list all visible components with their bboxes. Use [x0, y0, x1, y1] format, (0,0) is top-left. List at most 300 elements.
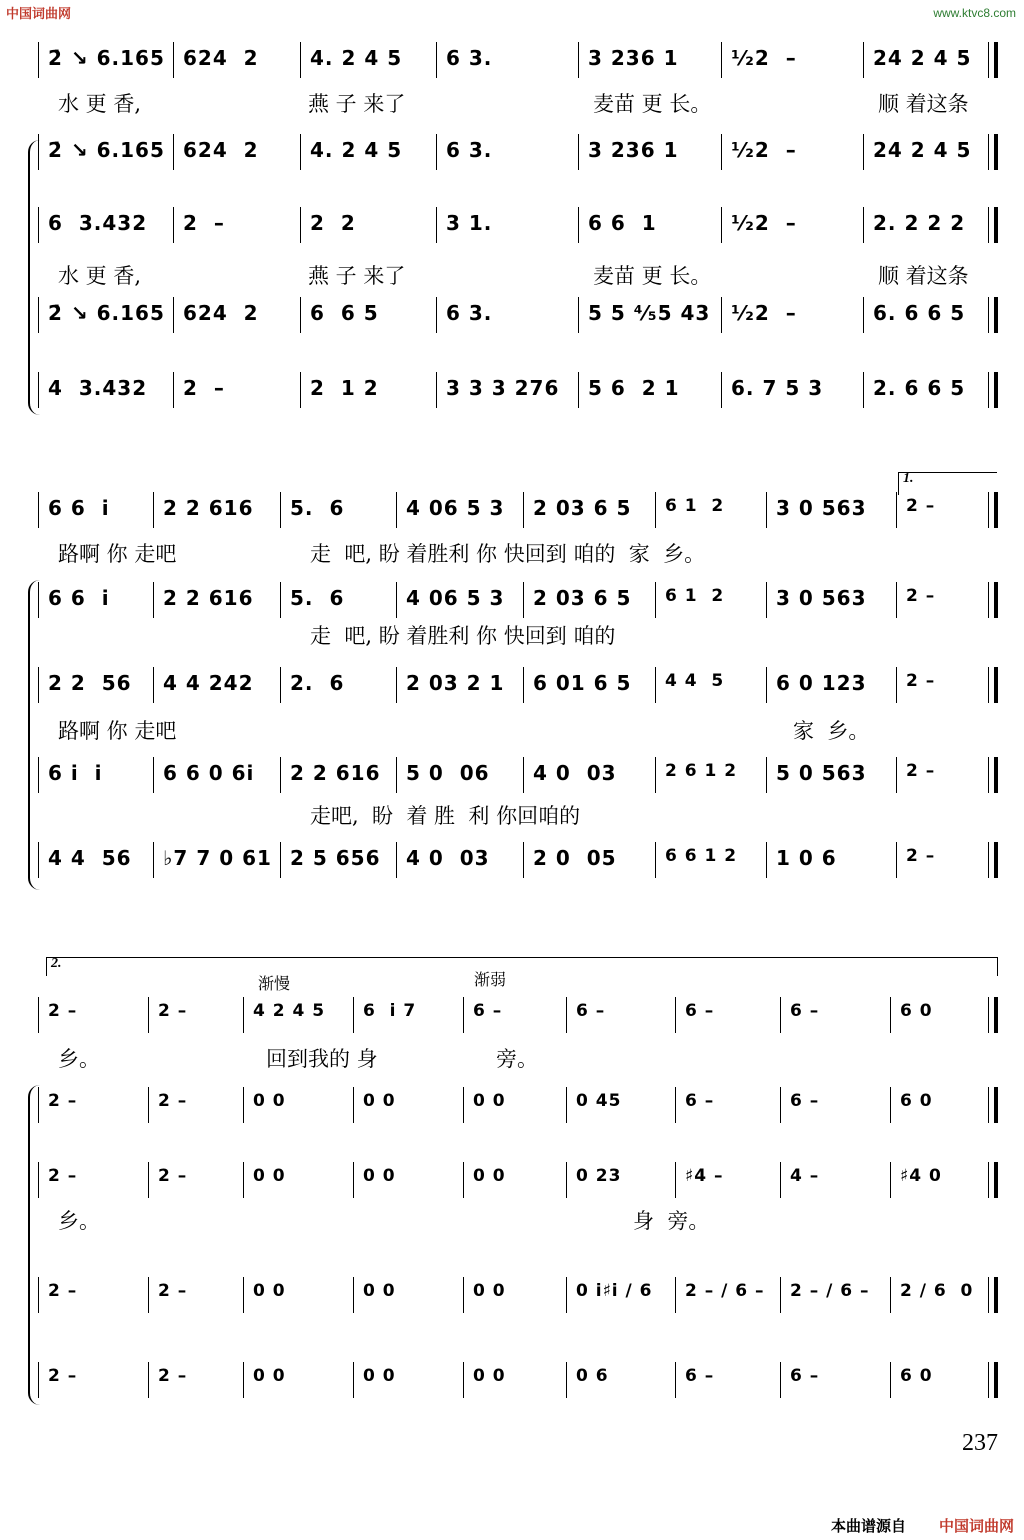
measure-3: 2. 6 — [290, 671, 345, 695]
measure-5: 5 5 ⁴⁄₅5 43 — [588, 301, 711, 325]
measure-2: 2 – — [183, 376, 225, 400]
lyric-line-1 — [48, 88, 998, 116]
barline — [148, 1362, 149, 1398]
measure-3: 5. 6 — [290, 586, 345, 610]
measure-2: 624 2 — [183, 46, 259, 70]
measure-2: 2 2 616 — [163, 586, 254, 610]
measure-3: 6 6 5 — [310, 301, 379, 325]
lyric-segment: 乡。 — [58, 1047, 100, 1071]
measure-2: 624 2 — [183, 138, 259, 162]
barline — [153, 492, 154, 528]
measure-7: ♯4 – — [685, 1166, 724, 1186]
measure-6: 0 i♯i / 6 — [576, 1281, 653, 1301]
barline — [300, 297, 301, 333]
barline — [148, 1087, 149, 1123]
measure-9: 6 0 — [900, 1366, 933, 1386]
barline — [655, 757, 656, 793]
barline — [436, 134, 437, 170]
barline — [243, 997, 244, 1033]
volta-second-ending: 2. — [46, 957, 998, 976]
final-barline — [994, 372, 998, 408]
watermark-top-right: www.ktvc8.com — [933, 6, 1016, 20]
barline — [38, 297, 39, 333]
volta-first-ending: 1. — [898, 472, 997, 495]
measure-3: 0 0 — [253, 1281, 286, 1301]
barline — [578, 207, 579, 243]
measure-1: 2̇ ↘ 6.165 — [48, 301, 165, 325]
barline — [173, 297, 174, 333]
barline — [523, 757, 524, 793]
barline — [436, 207, 437, 243]
barline — [890, 1277, 891, 1313]
measure-1: 2 2 56 — [48, 671, 132, 695]
barline — [173, 207, 174, 243]
measure-4: 4 06 5 3 — [406, 496, 505, 520]
barline — [396, 757, 397, 793]
barline — [780, 1162, 781, 1198]
measure-3: 2 2 616 — [290, 761, 381, 785]
barline — [523, 667, 524, 703]
barline — [38, 42, 39, 78]
barline — [38, 1087, 39, 1123]
measure-8: 2 – — [906, 496, 936, 516]
measure-7: 24 2 4 5 — [873, 46, 972, 70]
measure-2: 2 – — [158, 1366, 188, 1386]
measure-7: 3 0 563 — [776, 496, 867, 520]
barline — [243, 1362, 244, 1398]
barline — [173, 42, 174, 78]
lyric-segment: 身 旁。 — [633, 1209, 710, 1233]
lyric-segment: 燕 子 来了 — [308, 264, 406, 288]
measure-7: 6 – — [685, 1366, 715, 1386]
measure-6: 6 1 2 — [665, 586, 725, 606]
barline — [38, 372, 39, 408]
barline — [353, 1277, 354, 1313]
staff-5 — [38, 840, 998, 880]
barline — [353, 1362, 354, 1398]
measure-9: 6 0 — [900, 1001, 933, 1021]
lyric-line-3 — [48, 1205, 998, 1233]
barline — [675, 1362, 676, 1398]
barline — [300, 372, 301, 408]
barline — [766, 492, 767, 528]
measure-4: 6 3. — [446, 138, 493, 162]
measure-3: 0 0 — [253, 1166, 286, 1186]
measure-7: 24 2 4 5 — [873, 138, 972, 162]
final-barline — [994, 42, 998, 78]
measure-6: 6. 7 5 3 — [731, 376, 824, 400]
barline — [436, 42, 437, 78]
barline — [890, 1087, 891, 1123]
measure-4: 5 0 06 — [406, 761, 490, 785]
barline — [655, 842, 656, 878]
measure-6: 6 – — [576, 1001, 606, 1021]
measure-1: 6 3.432 — [48, 211, 148, 235]
final-barline-thin — [988, 207, 989, 243]
barline — [655, 667, 656, 703]
lyric-line-1 — [48, 1043, 998, 1071]
barline — [148, 1277, 149, 1313]
measure-6: ¹⁄₂2 – — [731, 138, 797, 162]
system-1 — [38, 40, 998, 420]
measure-6: ¹⁄₂2 – — [731, 301, 797, 325]
measure-8: 2 – — [906, 586, 936, 606]
barline — [896, 667, 897, 703]
final-barline — [994, 134, 998, 170]
final-barline — [994, 1162, 998, 1198]
final-barline — [994, 297, 998, 333]
measure-1: 2 – — [48, 1366, 78, 1386]
measure-7: 6 0 123 — [776, 671, 867, 695]
barline — [300, 207, 301, 243]
measure-7: 6. 6 6 5 — [873, 301, 966, 325]
watermark-top-left: 中国词曲网 — [6, 6, 72, 21]
barline — [863, 134, 864, 170]
lyric-segment: 麦苗 更 长。 — [593, 92, 712, 116]
measure-3: 4. 2 4 5 — [310, 138, 403, 162]
barline — [463, 1277, 464, 1313]
barline — [353, 1162, 354, 1198]
barline — [721, 134, 722, 170]
system-3 — [38, 955, 998, 1415]
lyric-segment: 走吧, 盼 着 胜 利 你回咱的 — [310, 804, 581, 828]
measure-7: 2. 2 2 2 — [873, 211, 966, 235]
lyric-line-4 — [48, 800, 998, 828]
watermark-bottom-site: 中国词曲网 — [938, 1518, 1014, 1535]
measure-4: 6 3. — [446, 301, 493, 325]
measure-5: 0 0 — [473, 1166, 506, 1186]
barline — [523, 842, 524, 878]
barline — [863, 372, 864, 408]
measure-2: 624 2 — [183, 301, 259, 325]
final-barline-thin — [988, 1087, 989, 1123]
staff-2 — [38, 1085, 998, 1125]
measure-1: 2̇ ↘ 6.165 — [48, 138, 165, 162]
measure-1: 4 4 56 — [48, 846, 132, 870]
barline — [38, 1277, 39, 1313]
barline — [566, 997, 567, 1033]
measure-6: 0 6 — [576, 1366, 609, 1386]
final-barline — [994, 757, 998, 793]
measure-3: 4. 2 4 5 — [310, 46, 403, 70]
measure-3: 5. 6 — [290, 496, 345, 520]
measure-9: 2 / 6 0 — [900, 1281, 974, 1301]
barline — [463, 997, 464, 1033]
barline — [153, 757, 154, 793]
final-barline — [994, 582, 998, 618]
staff-3 — [38, 205, 998, 245]
measure-6: 0 45 — [576, 1091, 622, 1111]
staff-brace — [28, 1085, 40, 1405]
measure-6: 2 6 1 2 — [665, 761, 738, 781]
measure-4: 0 0 — [363, 1166, 396, 1186]
barline — [675, 997, 676, 1033]
staff-4 — [38, 295, 998, 335]
measure-2: 4 4 242 — [163, 671, 254, 695]
measure-5: 4 0 03 — [533, 761, 617, 785]
barline — [863, 297, 864, 333]
lyric-segment: 顺 着这条 — [878, 264, 969, 288]
final-barline-thin — [988, 997, 989, 1033]
barline — [153, 842, 154, 878]
measure-5: 6 6 1 — [588, 211, 657, 235]
barline — [173, 372, 174, 408]
measure-2: 2 – — [158, 1091, 188, 1111]
barline — [896, 757, 897, 793]
measure-8: 2 – — [906, 671, 936, 691]
measure-8: 2 – — [906, 846, 936, 866]
measure-2: 2 2 616 — [163, 496, 254, 520]
barline — [300, 42, 301, 78]
measure-3: 0 0 — [253, 1091, 286, 1111]
barline — [353, 1087, 354, 1123]
staff-2 — [38, 580, 998, 620]
measure-8: 2 – — [906, 761, 936, 781]
measure-5: 2 03 6 5 — [533, 496, 632, 520]
measure-4: 0 0 — [363, 1366, 396, 1386]
barline — [766, 757, 767, 793]
lyric-segment: 顺 着这条 — [878, 92, 969, 116]
barline — [463, 1362, 464, 1398]
barline — [243, 1277, 244, 1313]
measure-4: 0 0 — [363, 1281, 396, 1301]
staff-2 — [38, 132, 998, 172]
barline — [766, 842, 767, 878]
measure-5: 3 236 1 — [588, 46, 679, 70]
barline — [38, 1362, 39, 1398]
measure-7: 1 0 6 — [776, 846, 837, 870]
measure-8: 6 – — [790, 1366, 820, 1386]
barline — [675, 1087, 676, 1123]
lyric-segment: 水 更 香, — [58, 92, 142, 116]
measure-5: 6 – — [473, 1001, 503, 1021]
measure-2: 2 – — [158, 1166, 188, 1186]
final-barline — [994, 667, 998, 703]
barline — [655, 492, 656, 528]
final-barline-thin — [988, 1362, 989, 1398]
lyric-segment: 乡。 — [58, 1209, 100, 1233]
final-barline — [994, 842, 998, 878]
barline — [38, 1162, 39, 1198]
barline — [153, 582, 154, 618]
measure-4: 4 0 03 — [406, 846, 490, 870]
page-number: 237 — [962, 1430, 998, 1456]
barline — [38, 842, 39, 878]
measure-5: 0 0 — [473, 1281, 506, 1301]
expression-dim: 渐弱 — [474, 970, 507, 989]
measure-1: 6 6 i — [48, 586, 110, 610]
final-barline-thin — [988, 842, 989, 878]
barline — [863, 42, 864, 78]
barline — [566, 1162, 567, 1198]
barline — [38, 207, 39, 243]
staff-1 — [38, 995, 998, 1035]
expression-rit: 渐慢 — [258, 974, 291, 993]
barline — [463, 1087, 464, 1123]
barline — [675, 1277, 676, 1313]
measure-6: 0 23 — [576, 1166, 622, 1186]
barline — [38, 134, 39, 170]
measure-5: 0 0 — [473, 1091, 506, 1111]
measure-4: 2 03 2 1 — [406, 671, 505, 695]
barline — [780, 1277, 781, 1313]
measure-3: 2 2 — [310, 211, 356, 235]
measure-1: 2 – — [48, 1091, 78, 1111]
final-barline-thin — [988, 1277, 989, 1313]
measure-8: 4 – — [790, 1166, 820, 1186]
measure-9: ♯4 0 — [900, 1166, 942, 1186]
final-barline-thin — [988, 297, 989, 333]
barline — [396, 492, 397, 528]
barline — [766, 582, 767, 618]
measure-7: 5 0 563 — [776, 761, 867, 785]
measure-7: 2. 6 6 5 — [873, 376, 966, 400]
barline — [353, 997, 354, 1033]
barline — [38, 757, 39, 793]
lyric-segment: 路啊 你 走吧 — [58, 719, 177, 743]
measure-2: 2 – — [158, 1281, 188, 1301]
barline — [396, 582, 397, 618]
final-barline — [994, 207, 998, 243]
barline — [38, 997, 39, 1033]
measure-2: 2 – — [183, 211, 225, 235]
barline — [148, 1162, 149, 1198]
final-barline — [994, 492, 998, 528]
barline — [280, 757, 281, 793]
barline — [675, 1162, 676, 1198]
system-2 — [38, 470, 998, 900]
barline — [566, 1362, 567, 1398]
measure-8: 6 – — [790, 1091, 820, 1111]
lyric-line-3 — [48, 260, 998, 288]
final-barline — [994, 1362, 998, 1398]
measure-4: 6 3. — [446, 46, 493, 70]
watermark-bottom-source: 本曲谱源自 — [830, 1518, 906, 1535]
staff-3 — [38, 665, 998, 705]
measure-2: 2 – — [158, 1001, 188, 1021]
measure-6: ¹⁄₂2 – — [731, 211, 797, 235]
barline — [243, 1162, 244, 1198]
barline — [566, 1277, 567, 1313]
measure-9: 6 0 — [900, 1091, 933, 1111]
lyric-line-3 — [48, 715, 998, 743]
measure-5: 0 0 — [473, 1366, 506, 1386]
staff-1 — [38, 490, 998, 530]
lyric-segment: 麦苗 更 长。 — [593, 264, 712, 288]
final-barline-thin — [988, 42, 989, 78]
barline — [780, 1362, 781, 1398]
measure-7: 6 – — [685, 1001, 715, 1021]
measure-1: 2 – — [48, 1166, 78, 1186]
lyric-segment: 走 吧, 盼 着胜利 你 快回到 咱的 — [310, 624, 616, 648]
barline — [578, 297, 579, 333]
barline — [655, 582, 656, 618]
barline — [523, 582, 524, 618]
measure-1: 2 – — [48, 1281, 78, 1301]
measure-5: 6 01 6 5 — [533, 671, 632, 695]
measure-1: 2 – — [48, 1001, 78, 1021]
measure-3: 0 0 — [253, 1366, 286, 1386]
staff-5 — [38, 1360, 998, 1400]
measure-3: 2 1 2 — [310, 376, 379, 400]
barline — [721, 372, 722, 408]
barline — [896, 492, 897, 528]
barline — [153, 667, 154, 703]
final-barline-thin — [988, 667, 989, 703]
barline — [863, 207, 864, 243]
barline — [578, 372, 579, 408]
measure-4: 0 0 — [363, 1091, 396, 1111]
barline — [721, 42, 722, 78]
barline — [280, 582, 281, 618]
measure-1: 4 3.432 — [48, 376, 148, 400]
barline — [396, 842, 397, 878]
lyric-segment: 旁。 — [496, 1047, 538, 1071]
measure-4: 4 06 5 3 — [406, 586, 505, 610]
measure-6: ¹⁄₂2 – — [731, 46, 797, 70]
measure-4: 6 i 7 — [363, 1001, 417, 1021]
barline — [148, 997, 149, 1033]
barline — [780, 1087, 781, 1123]
staff-4 — [38, 755, 998, 795]
lyric-segment: 燕 子 来了 — [308, 92, 406, 116]
lyric-segment: 家 乡。 — [793, 719, 870, 743]
measure-5: 2 0 05 — [533, 846, 617, 870]
barline — [721, 207, 722, 243]
measure-5: 3 236 1 — [588, 138, 679, 162]
measure-8: 6 – — [790, 1001, 820, 1021]
barline — [896, 842, 897, 878]
final-barline — [994, 997, 998, 1033]
measure-5: 5 6 2 1 — [588, 376, 680, 400]
measure-8: 2 – / 6 – — [790, 1281, 870, 1301]
final-barline-thin — [988, 757, 989, 793]
final-barline-thin — [988, 372, 989, 408]
measure-4: 3 1. — [446, 211, 493, 235]
barline — [300, 134, 301, 170]
final-barline-thin — [988, 134, 989, 170]
staff-4 — [38, 1275, 998, 1315]
measure-3: 2 5 656 — [290, 846, 381, 870]
barline — [896, 582, 897, 618]
final-barline — [994, 1087, 998, 1123]
measure-2: ♭7 7 0 61 — [163, 846, 272, 870]
final-barline — [994, 1277, 998, 1313]
measure-3: 4 2 4 5 — [253, 1001, 326, 1021]
lyric-segment: 走 吧, 盼 着胜利 你 快回到 咱的 家 乡。 — [310, 542, 706, 566]
barline — [396, 667, 397, 703]
measure-1: 6 i i — [48, 761, 103, 785]
barline — [566, 1087, 567, 1123]
barline — [280, 842, 281, 878]
barline — [721, 297, 722, 333]
measure-5: 2 03 6 5 — [533, 586, 632, 610]
barline — [280, 492, 281, 528]
barline — [173, 134, 174, 170]
barline — [243, 1087, 244, 1123]
barline — [780, 997, 781, 1033]
final-barline-thin — [988, 1162, 989, 1198]
measure-7: 3 0 563 — [776, 586, 867, 610]
lyric-line-1 — [48, 538, 998, 566]
measure-4: 3 3 3 276 — [446, 376, 560, 400]
barline — [38, 582, 39, 618]
barline — [578, 42, 579, 78]
lyric-segment: 回到我的 身 — [266, 1047, 378, 1071]
barline — [523, 492, 524, 528]
barline — [890, 997, 891, 1033]
measure-6: 6 1 2 — [665, 496, 725, 516]
